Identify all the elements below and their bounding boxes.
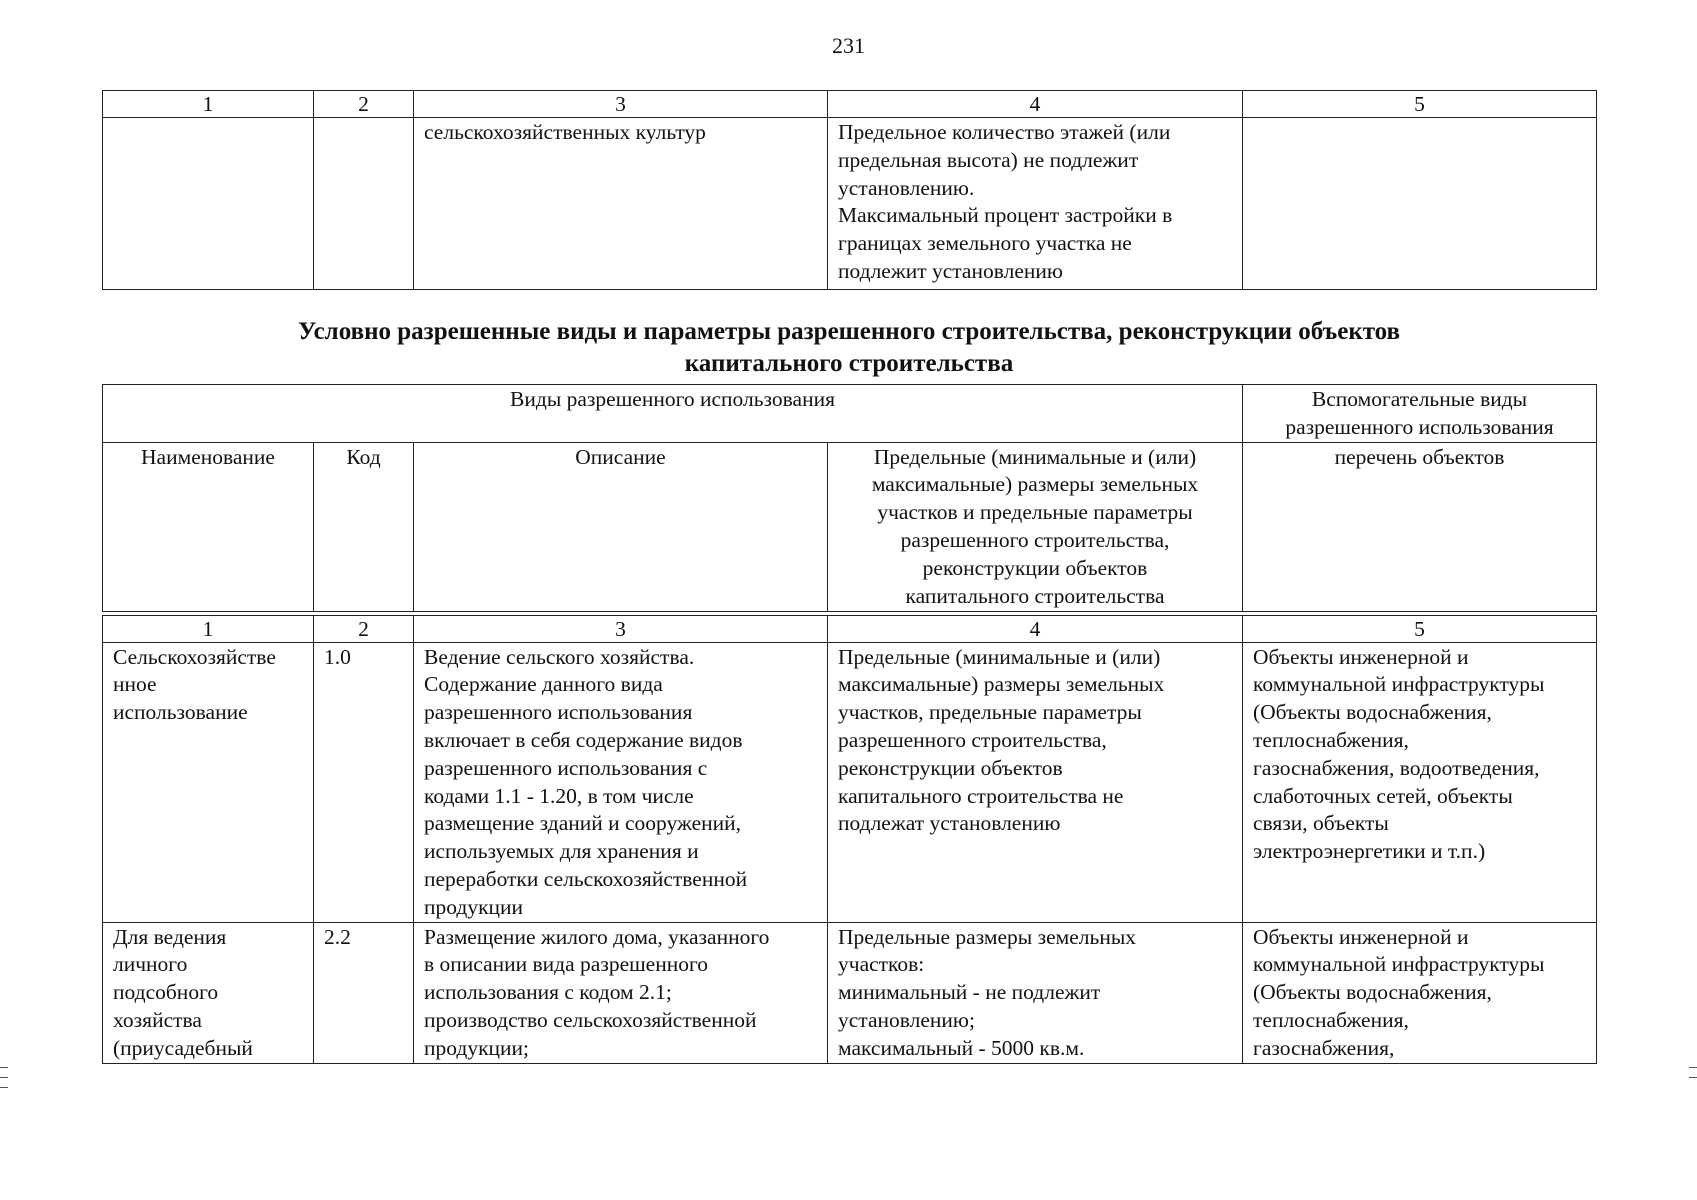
cell-auxiliary: Объекты инженерной и коммунальной инфраструктуры (Объекты водоснабжения, теплоснабжения, газоснабжения,: [1243, 922, 1597, 1063]
header-code: Код: [314, 442, 414, 611]
header-main-uses: Виды разрешенного использования: [103, 385, 1243, 443]
header-object-list: перечень объектов: [1243, 442, 1597, 611]
header-group-row: [103, 385, 1597, 443]
continuation-table: [102, 90, 1597, 290]
header-parameters: Предельные (минимальные и (или) максимальные) размеры земельных участков и предельные параметры разрешенного строительства, реконструкции объектов капитального строительства: [828, 442, 1243, 611]
cell-auxiliary: [1243, 118, 1597, 290]
column-number: 3: [414, 91, 828, 118]
cell-parameters: Предельные (минимальные и (или) максимальные) размеры земельных участков, предельные параметры разрешенного строительства, реконструкции объектов капитального строительства не подлежат установлению: [828, 642, 1243, 922]
cell-parameters: Предельное количество этажей (или предельная высота) не подлежит установлению. Максимальный процент застройки в границах земельного участка не подлежит установлению: [828, 118, 1243, 290]
cell-name: Для ведения личного подсобного хозяйства (приусадебный: [103, 922, 314, 1063]
cell-description: Ведение сельского хозяйства. Содержание данного вида разрешенного использования включает в себя содержание видов разрешенного использования с кодами 1.1 - 1.20, в том числе размещение зданий и сооружений, используемых для хранения и переработки сельскохозяйственной продукции: [414, 642, 828, 922]
column-number: 5: [1243, 615, 1597, 642]
column-number: 1: [103, 615, 314, 642]
column-number: 1: [103, 91, 314, 118]
column-number: 4: [828, 91, 1243, 118]
column-number: 5: [1243, 91, 1597, 118]
scan-edge-mark: [0, 1087, 8, 1088]
cell-code: 1.0: [314, 642, 414, 922]
table-row: [103, 922, 1597, 1063]
cell-code: [314, 118, 414, 290]
column-number-row: [103, 91, 1597, 118]
section-title: Условно разрешенные виды и параметры разрешенного строительства, реконструкции объектов капитального строительства: [297, 318, 1401, 377]
scan-edge-mark: [1689, 1077, 1697, 1078]
scan-edge-mark: [0, 1067, 8, 1068]
column-number-row: [103, 615, 1597, 642]
page-number: 231: [832, 33, 865, 58]
cell-parameters: Предельные размеры земельных участков: минимальный - не подлежит установлению; максимальный - 5000 кв.м.: [828, 922, 1243, 1063]
conditional-use-table: [102, 384, 1597, 1064]
cell-code: 2.2: [314, 922, 414, 1063]
cell-description: сельскохозяйственных культур: [414, 118, 828, 290]
header-columns-row: [103, 442, 1597, 611]
header-name: Наименование: [103, 442, 314, 611]
table-row: [103, 118, 1597, 290]
column-number: 4: [828, 615, 1243, 642]
scan-edge-mark: [0, 1077, 8, 1078]
column-number: 2: [314, 91, 414, 118]
column-number: 3: [414, 615, 828, 642]
table-row: [103, 642, 1597, 922]
cell-description: Размещение жилого дома, указанного в описании вида разрешенного использования с кодом 2.1; производство сельскохозяйственной продукции;: [414, 922, 828, 1063]
cell-auxiliary: Объекты инженерной и коммунальной инфраструктуры (Объекты водоснабжения, теплоснабжения, газоснабжения, водоотведения, слаботочных сетей, объекты связи, объекты электроэнергетики и т.п.): [1243, 642, 1597, 922]
cell-name: [103, 118, 314, 290]
header-auxiliary-uses: Вспомогательные виды разрешенного использования: [1243, 385, 1597, 443]
cell-name: Сельскохозяйстве нное использование: [103, 642, 314, 922]
scan-edge-mark: [1689, 1067, 1697, 1068]
header-description: Описание: [414, 442, 828, 611]
column-number: 2: [314, 615, 414, 642]
